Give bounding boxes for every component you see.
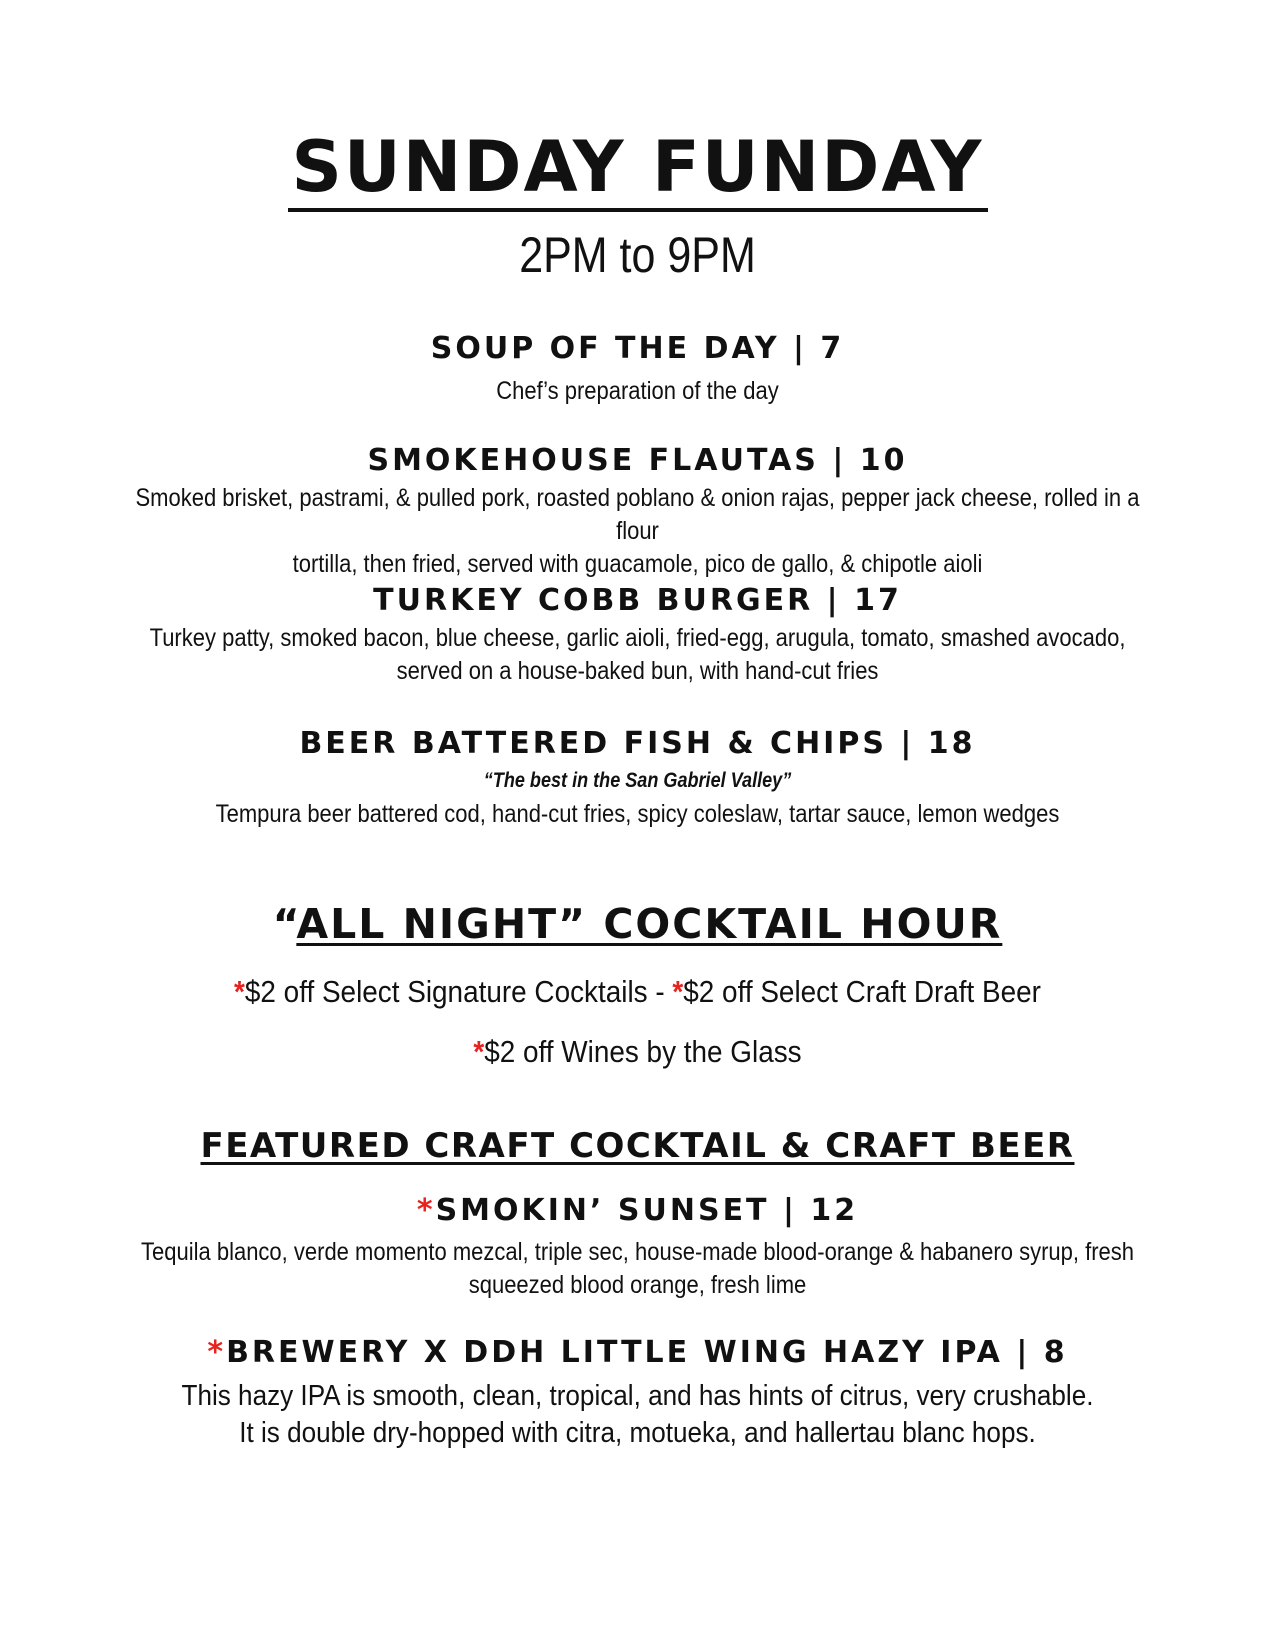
- item-description-beer: [100, 1378, 1176, 1452]
- beer-name: BREWERY X DDH LITTLE WING HAZY IPA | 8: [226, 1335, 1068, 1370]
- deal-draft-beer: $2 off Select Craft Draft Beer: [683, 974, 1041, 1009]
- asterisk-marker: *: [207, 1335, 227, 1370]
- item-description-soup: Chef’s preparation of the day: [496, 377, 779, 405]
- section-title-featured-text: FEATURED CRAFT COCKTAIL & CRAFT BEER: [200, 1126, 1075, 1166]
- menu-title: [40, 126, 1235, 212]
- item-description-line: Smoked brisket, pastrami, & pulled pork, roasted poblano & onion rajas, pepper jack cheese, rolled in a flour: [135, 484, 1140, 545]
- section-title-quote: “: [272, 900, 297, 948]
- item-description-line: This hazy IPA is smooth, clean, tropical, and has hints of citrus, very crushable.: [181, 1380, 1094, 1412]
- section-title-featured: [40, 1126, 1235, 1166]
- item-tagline-fish-chips: “The best in the San Gabriel Valley”: [483, 769, 792, 792]
- item-name-beer: [40, 1335, 1235, 1370]
- item-description-fish-chips: Tempura beer battered cod, hand-cut fries, spicy coleslaw, tartar sauce, lemon wedges: [215, 800, 1060, 828]
- item-description-line: squeezed blood orange, fresh lime: [468, 1271, 807, 1299]
- deal-wines: $2 off Wines by the Glass: [484, 1034, 802, 1069]
- item-description-line: tortilla, then fried, served with guacamole, pico de gallo, & chipotle aioli: [292, 550, 983, 578]
- asterisk-marker: *: [473, 1034, 485, 1069]
- item-description-turkey-burger: [112, 622, 1164, 688]
- asterisk-marker: *: [234, 974, 245, 1009]
- item-name-flautas: SMOKEHOUSE FLAUTAS | 10: [367, 443, 908, 478]
- menu-title-text: SUNDAY FUNDAY: [288, 132, 988, 212]
- item-name-cocktail: [40, 1193, 1235, 1228]
- item-description-flautas: [112, 482, 1164, 581]
- item-description-cocktail: [112, 1236, 1164, 1302]
- item-description-line: served on a house-baked bun, with hand-cut fries: [396, 657, 879, 685]
- item-name-fish-chips: BEER BATTERED FISH & CHIPS | 18: [299, 726, 976, 761]
- item-name-soup: SOUP OF THE DAY | 7: [430, 331, 845, 366]
- item-description-line: Turkey patty, smoked bacon, blue cheese, garlic aioli, fried-egg, arugula, tomato, smashed avocado,: [149, 624, 1126, 652]
- section-title-cocktail-hour: [40, 900, 1235, 948]
- asterisk-marker: *: [672, 974, 684, 1009]
- asterisk-marker: *: [416, 1193, 436, 1228]
- menu-hours: 2PM to 9PM: [519, 227, 756, 283]
- deal-line-2: [100, 1036, 1176, 1067]
- item-description-line: Tequila blanco, verde momento mezcal, triple sec, house-made blood-orange & habanero syrup, fresh: [141, 1238, 1134, 1266]
- item-name-turkey-burger: TURKEY COBB BURGER | 17: [373, 583, 902, 618]
- item-description-line: It is double dry-hopped with citra, motueka, and hallertau blanc hops.: [239, 1417, 1036, 1449]
- deal-line-1: [100, 976, 1176, 1007]
- deal-cocktails: $2 off Select Signature Cocktails -: [244, 974, 673, 1009]
- cocktail-name: SMOKIN’ SUNSET | 12: [435, 1193, 859, 1228]
- section-title-text: ALL NIGHT” COCKTAIL HOUR: [296, 900, 1003, 948]
